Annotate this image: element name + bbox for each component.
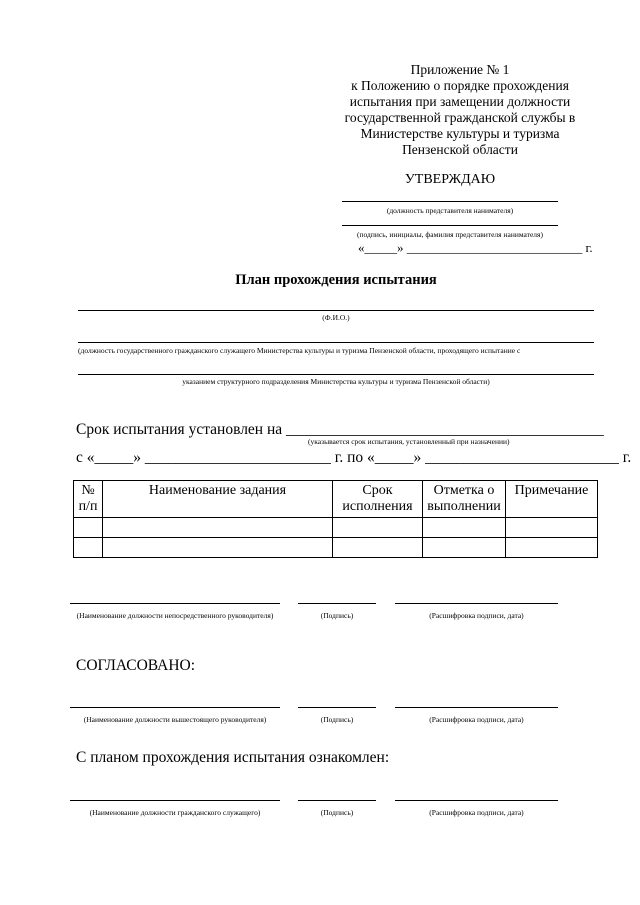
col-mark-header: Отметка о выполнении xyxy=(423,481,506,518)
appendix-line: Приложение № 1 xyxy=(410,62,510,77)
table-header-row xyxy=(74,481,598,518)
appendix-line: испытания при замещении должности xyxy=(349,94,571,109)
supervisor-position-caption: (Наименование должности непосредственного руководителя) xyxy=(76,611,274,620)
table-cell[interactable] xyxy=(333,518,423,538)
approve-heading: УТВЕРЖДАЮ xyxy=(404,172,496,187)
appendix-line: Министерстве культуры и туризма xyxy=(360,126,560,141)
higher-position-line[interactable] xyxy=(70,707,280,708)
agreed-label: СОГЛАСОВАНО: xyxy=(76,657,196,674)
col-note-header: Примечание xyxy=(506,481,598,518)
employee-sign-caption: (Подпись) xyxy=(320,808,354,817)
table-cell[interactable] xyxy=(74,518,103,538)
term-label[interactable]: Срок испытания установлен на _________________________________________ xyxy=(76,421,604,438)
higher-position-caption: (Наименование должности вышестоящего руководителя) xyxy=(83,715,267,724)
higher-decode-line[interactable] xyxy=(395,707,558,708)
appendix-line: государственной гражданской службы в xyxy=(344,110,576,125)
employee-position-caption: (Наименование должности гражданского служащего) xyxy=(89,808,261,817)
higher-decode-caption: (Расшифровка подписи, дата) xyxy=(429,715,524,724)
table-cell[interactable] xyxy=(506,518,598,538)
position-caption: (должность государственного гражданского служащего Министерства культуры и туризма Пензенской области, проходящего испытание с xyxy=(78,346,521,355)
position-line[interactable] xyxy=(78,342,594,343)
employee-decode-caption: (Расшифровка подписи, дата) xyxy=(429,808,524,817)
acquainted-label: С планом прохождения испытания ознакомлен: xyxy=(76,749,390,766)
col-task-header: Наименование задания xyxy=(103,481,333,518)
supervisor-sign-line[interactable] xyxy=(298,603,376,604)
table-cell[interactable] xyxy=(103,518,333,538)
table-cell[interactable] xyxy=(423,518,506,538)
employee-position-line[interactable] xyxy=(70,800,280,801)
table-cell[interactable] xyxy=(506,538,598,558)
position-line-2[interactable] xyxy=(78,374,594,375)
table-cell[interactable] xyxy=(333,538,423,558)
table-row xyxy=(74,538,598,558)
table-cell[interactable] xyxy=(74,538,103,558)
approval-date-line[interactable]: «_____» ___________________________ г. xyxy=(358,240,593,255)
appendix-line: Пензенской области xyxy=(402,142,518,157)
table-row xyxy=(74,518,598,538)
table-cell[interactable] xyxy=(423,538,506,558)
col-deadline-header: Срок исполнения xyxy=(333,481,423,518)
higher-sign-line[interactable] xyxy=(298,707,376,708)
page-title: План прохождения испытания xyxy=(235,272,437,288)
appendix-line: к Положению о порядке прохождения xyxy=(351,78,569,93)
higher-sign-caption: (Подпись) xyxy=(320,715,354,724)
supervisor-sign-caption: (Подпись) xyxy=(320,611,354,620)
approver-signature-caption: (подпись, инициалы, фамилия представителя нанимателя) xyxy=(357,230,543,239)
approver-signature-line[interactable] xyxy=(342,225,558,226)
fio-caption: (Ф.И.О.) xyxy=(322,313,350,322)
supervisor-position-line[interactable] xyxy=(70,603,280,604)
term-caption: (указывается срок испытания, установленный при назначении) xyxy=(308,437,510,446)
table-cell[interactable] xyxy=(103,538,333,558)
employee-sign-line[interactable] xyxy=(298,800,376,801)
fio-line[interactable] xyxy=(78,310,594,311)
employee-decode-line[interactable] xyxy=(395,800,558,801)
col-number-header: № п/п xyxy=(74,481,103,518)
supervisor-decode-caption: (Расшифровка подписи, дата) xyxy=(429,611,524,620)
position-caption-2: указанием структурного подразделения Министерства культуры и туризма Пензенской области) xyxy=(182,377,490,386)
approver-position-line[interactable] xyxy=(342,201,558,202)
plan-table xyxy=(73,480,598,558)
supervisor-decode-line[interactable] xyxy=(395,603,558,604)
appendix-block xyxy=(335,62,585,158)
term-dates-line[interactable]: с «_____» ________________________ г. по «_____» _________________________ г. xyxy=(76,449,632,466)
approver-position-caption: (должность представителя нанимателя) xyxy=(386,206,514,215)
